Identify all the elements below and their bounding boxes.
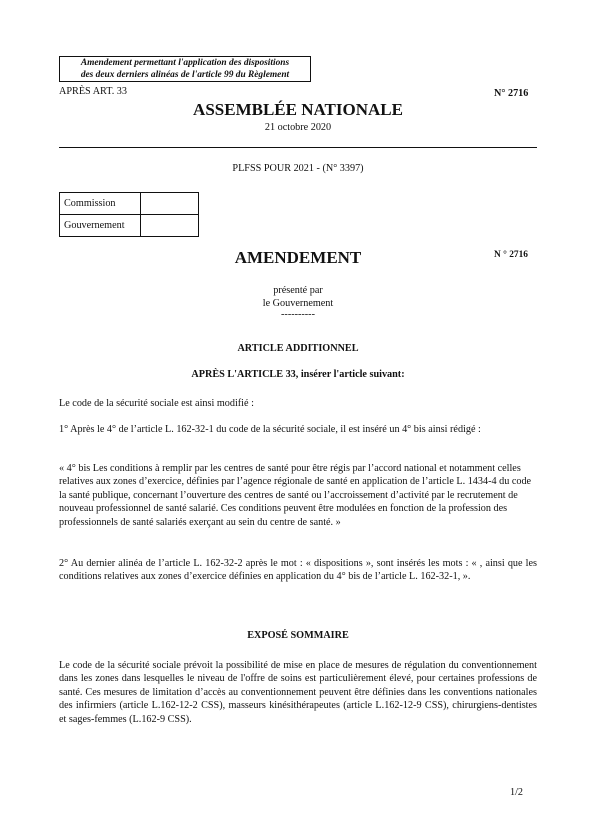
author: le Gouvernement xyxy=(262,298,334,309)
review-label: Commission xyxy=(60,193,141,215)
presented-by: présenté par xyxy=(273,285,323,296)
expose-heading: EXPOSÉ SOMMAIRE xyxy=(247,630,349,641)
amendment-notice-box xyxy=(59,56,311,82)
review-table xyxy=(59,192,199,237)
article-instruction: APRÈS L'ARTICLE 33, insérer l'article suivant: xyxy=(191,369,405,380)
review-value xyxy=(141,215,199,237)
article-intro: Le code de la sécurité sociale est ainsi modifié : xyxy=(59,398,254,409)
article-position: APRÈS ART. 33 xyxy=(59,86,127,97)
article-heading: ARTICLE ADDITIONNEL xyxy=(237,343,359,354)
amendment-heading: AMENDEMENT xyxy=(234,248,362,267)
assembly-title: ASSEMBLÉE NATIONALE xyxy=(193,100,403,119)
header-divider xyxy=(59,147,537,148)
title-separator: ---------- xyxy=(281,309,315,320)
page-number: 1/2 xyxy=(510,787,524,798)
article-point-1: 1° Après le 4° de l’article L. 162-32-1 du code de la sécurité sociale, il est inséré un 4° bis ainsi rédigé : xyxy=(59,424,481,435)
bill-reference: PLFSS POUR 2021 - (N° 3397) xyxy=(232,163,364,174)
review-value xyxy=(141,193,199,215)
table-row xyxy=(60,193,199,215)
amendment-number-top: N° 2716 xyxy=(494,88,529,99)
review-label: Gouvernement xyxy=(60,215,141,237)
amendment-notice-line2: des deux derniers alinéas de l'article 99 du Règlement xyxy=(80,69,290,80)
amendment-notice-line1: Amendement permettant l'application des dispositions xyxy=(80,58,290,68)
session-date: 21 octobre 2020 xyxy=(264,122,332,133)
article-quote: « 4° bis Les conditions à remplir par les centres de santé pour être régis par l’accord national et notamment celles relatives aux zones d’exercice, définies par l’agence régionale de santé en application de l’article L. 1434-4 du code la santé publique, concernant l’ouverture des centres de santé ou l’accroissement d’activité par le recrutement de nouveau professionnel de santé salarié. Ces conditions peuvent être modulées en fonction de la profession des professionnels de santé salariés exerçant au sein du centre de santé. » xyxy=(59,463,532,528)
amendment-number: N ° 2716 xyxy=(494,250,528,260)
table-row xyxy=(60,215,199,237)
expose-text: Le code de la sécurité sociale prévoit la possibilité de mise en place de mesures de régulation du conventionnement dans les zones dans lesquelles le niveau de l'offre de soins est particulièrement élevé, pour certaines professions de santé. Ces mesures de limitation d’accès au conventionnement peuvent être définies dans les conventions nationales des infirmiers (article L.162-12-2 CSS), masseurs kinésithérapeutes (article L.162-12-9 CSS), chirurgiens-dentistes et sages-femmes (L.162-9 CSS). xyxy=(59,660,537,725)
article-point-2: 2° Au dernier alinéa de l’article L. 162-32-2 après le mot : « dispositions », sont insérés les mots : « , ainsi que les conditions relatives aux zones d’exercice définies en application du 4° bis de l’article L. 162-32-1, ». xyxy=(59,558,537,583)
